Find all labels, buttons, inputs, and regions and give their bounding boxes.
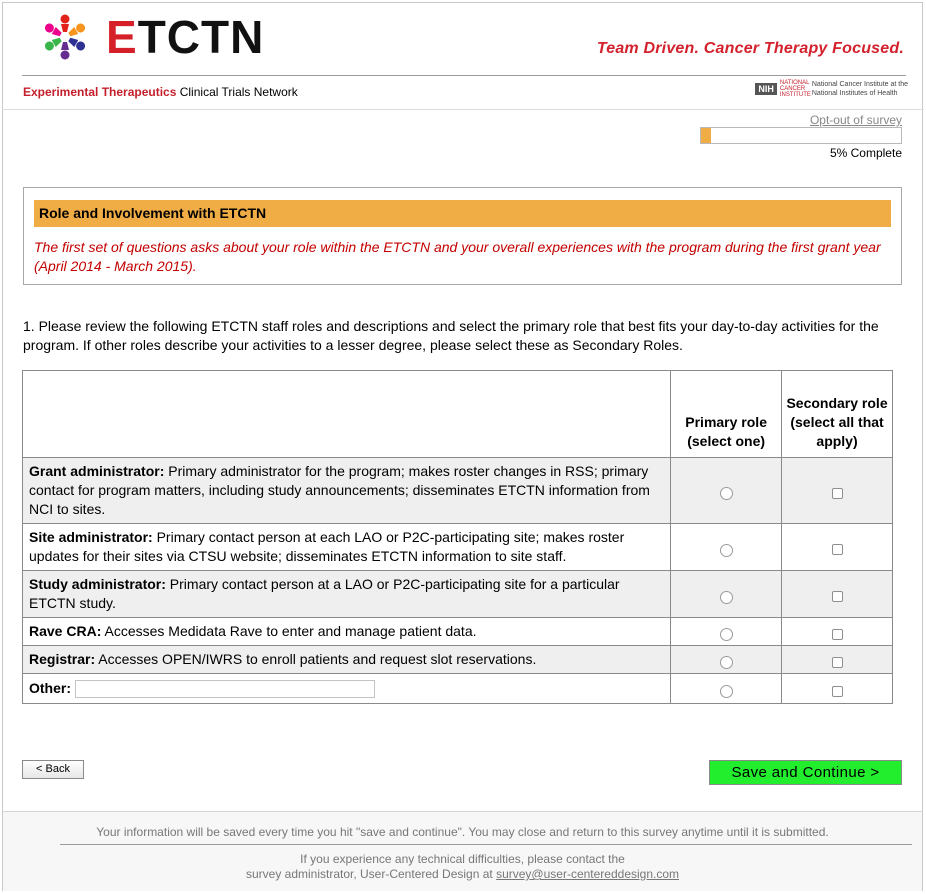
role-description bbox=[23, 618, 671, 646]
table-row bbox=[23, 674, 893, 704]
role-description bbox=[23, 646, 671, 674]
secondary-role-checkbox[interactable] bbox=[832, 591, 843, 602]
header-bottom-divider bbox=[2, 109, 924, 110]
other-role-input[interactable] bbox=[75, 680, 375, 698]
role-label: Site administrator: bbox=[29, 529, 153, 545]
secondary-role-checkbox[interactable] bbox=[832, 686, 843, 697]
role-desc-text: Accesses OPEN/IWRS to enroll patients and request slot reservations. bbox=[95, 651, 537, 667]
role-description bbox=[23, 571, 671, 618]
primary-cell bbox=[671, 618, 782, 646]
primary-role-radio[interactable] bbox=[720, 628, 733, 641]
table-row bbox=[23, 571, 893, 618]
secondary-cell bbox=[782, 674, 893, 704]
matrix-header-blank bbox=[23, 371, 671, 458]
primary-role-radio[interactable] bbox=[720, 544, 733, 557]
nci-line-1: National Cancer Institute at the bbox=[811, 81, 908, 88]
section-title: Role and Involvement with ETCTN bbox=[34, 200, 891, 227]
save-note: Your information will be saved every time you hit "save and continue". You may close and return to this survey anytime until it is submitted. bbox=[96, 825, 829, 839]
primary-cell bbox=[671, 524, 782, 571]
tagline: Team Driven. Cancer Therapy Focused. bbox=[596, 40, 904, 57]
footer bbox=[3, 811, 922, 891]
secondary-cell bbox=[782, 524, 893, 571]
primary-cell bbox=[671, 646, 782, 674]
role-label: Registrar: bbox=[29, 651, 96, 667]
nci-caption bbox=[812, 80, 908, 98]
table-row bbox=[23, 646, 893, 674]
role-label: Grant administrator: bbox=[29, 463, 165, 479]
help-line-1: If you experience any technical difficulties, please contact the bbox=[300, 852, 625, 866]
subtitle-rest: Clinical Trials Network bbox=[176, 85, 298, 99]
support-email-link[interactable]: survey@user-centereddesign.com bbox=[496, 867, 680, 881]
primary-role-radio[interactable] bbox=[720, 656, 733, 669]
nci-line-2: National Institutes of Health bbox=[811, 90, 898, 97]
secondary-role-header: Secondary role (select all that apply) bbox=[782, 371, 893, 458]
progress-bar-fill bbox=[701, 128, 711, 143]
table-row bbox=[23, 524, 893, 571]
primary-role-radio[interactable] bbox=[720, 591, 733, 604]
progress-bar bbox=[700, 127, 902, 144]
etctn-logo bbox=[32, 12, 264, 62]
role-desc-text: Primary contact person at a LAO or P2C-participating site for a particular ETCTN study. bbox=[29, 576, 620, 611]
role-desc-text: Primary administrator for the program; makes roster changes in RSS; primary contact for program matters, including study announcements; disseminates ETCTN information from NCI to sites. bbox=[29, 463, 650, 517]
primary-cell bbox=[671, 571, 782, 618]
logo-wordmark bbox=[106, 11, 265, 63]
section-intro-box bbox=[23, 187, 902, 285]
footer-divider bbox=[60, 844, 912, 845]
primary-cell bbox=[671, 458, 782, 524]
back-button[interactable]: < Back bbox=[22, 760, 84, 779]
logo-letter-e: E bbox=[106, 11, 138, 63]
secondary-cell bbox=[782, 571, 893, 618]
progress-label: 5% Complete bbox=[829, 146, 902, 160]
opt-out-link[interactable]: Opt-out of survey bbox=[809, 113, 902, 127]
secondary-role-checkbox[interactable] bbox=[832, 657, 843, 668]
primary-cell bbox=[671, 674, 782, 704]
help-note bbox=[3, 852, 922, 882]
role-description bbox=[23, 524, 671, 571]
save-and-continue-button[interactable]: Save and Continue > bbox=[709, 760, 902, 785]
nih-nci-logo bbox=[755, 80, 908, 98]
role-desc-text: Accesses Medidata Rave to enter and manage patient data. bbox=[101, 623, 477, 639]
nih-badge: NIH bbox=[755, 83, 777, 95]
logo-letters: TCTN bbox=[137, 11, 265, 63]
matrix-header-row bbox=[23, 371, 893, 458]
section-description: The first set of questions asks about your role within the ETCTN and your overall experiences with the program during the first grant year (April 2014 - March 2015). bbox=[34, 239, 881, 274]
header-divider bbox=[22, 75, 906, 76]
role-label: Study administrator: bbox=[29, 576, 166, 592]
role-matrix bbox=[22, 370, 893, 704]
primary-role-radio[interactable] bbox=[720, 685, 733, 698]
secondary-role-checkbox[interactable] bbox=[832, 629, 843, 640]
network-subtitle bbox=[23, 85, 298, 99]
role-description bbox=[23, 458, 671, 524]
people-circle-logo-icon bbox=[32, 12, 98, 62]
table-row bbox=[23, 458, 893, 524]
role-label: Other: bbox=[29, 680, 71, 696]
primary-role-radio[interactable] bbox=[720, 487, 733, 500]
primary-role-header: Primary role (select one) bbox=[671, 371, 782, 458]
role-label: Rave CRA: bbox=[29, 623, 102, 639]
subtitle-highlight: Experimental Therapeutics bbox=[23, 85, 177, 99]
table-row bbox=[23, 618, 893, 646]
nci-seal-icon: NATIONAL CANCER INSTITUTE bbox=[779, 80, 811, 98]
secondary-cell bbox=[782, 458, 893, 524]
secondary-cell bbox=[782, 646, 893, 674]
secondary-role-checkbox[interactable] bbox=[832, 488, 843, 499]
question-text: 1. Please review the following ETCTN staff roles and descriptions and select the primary role that best fits your day-to-day activities for the program. If other roles describe your activities to a lesser degree, please select these as Secondary Roles. bbox=[23, 318, 879, 353]
secondary-cell bbox=[782, 618, 893, 646]
secondary-role-checkbox[interactable] bbox=[832, 544, 843, 555]
role-desc-text: Primary contact person at each LAO or P2C-participating site; makes roster updates for their sites via CTSU website; disseminates ETCTN information to site staff. bbox=[29, 529, 625, 564]
role-description bbox=[23, 674, 671, 704]
help-line-2: survey administrator, User-Centered Design at bbox=[245, 867, 497, 881]
